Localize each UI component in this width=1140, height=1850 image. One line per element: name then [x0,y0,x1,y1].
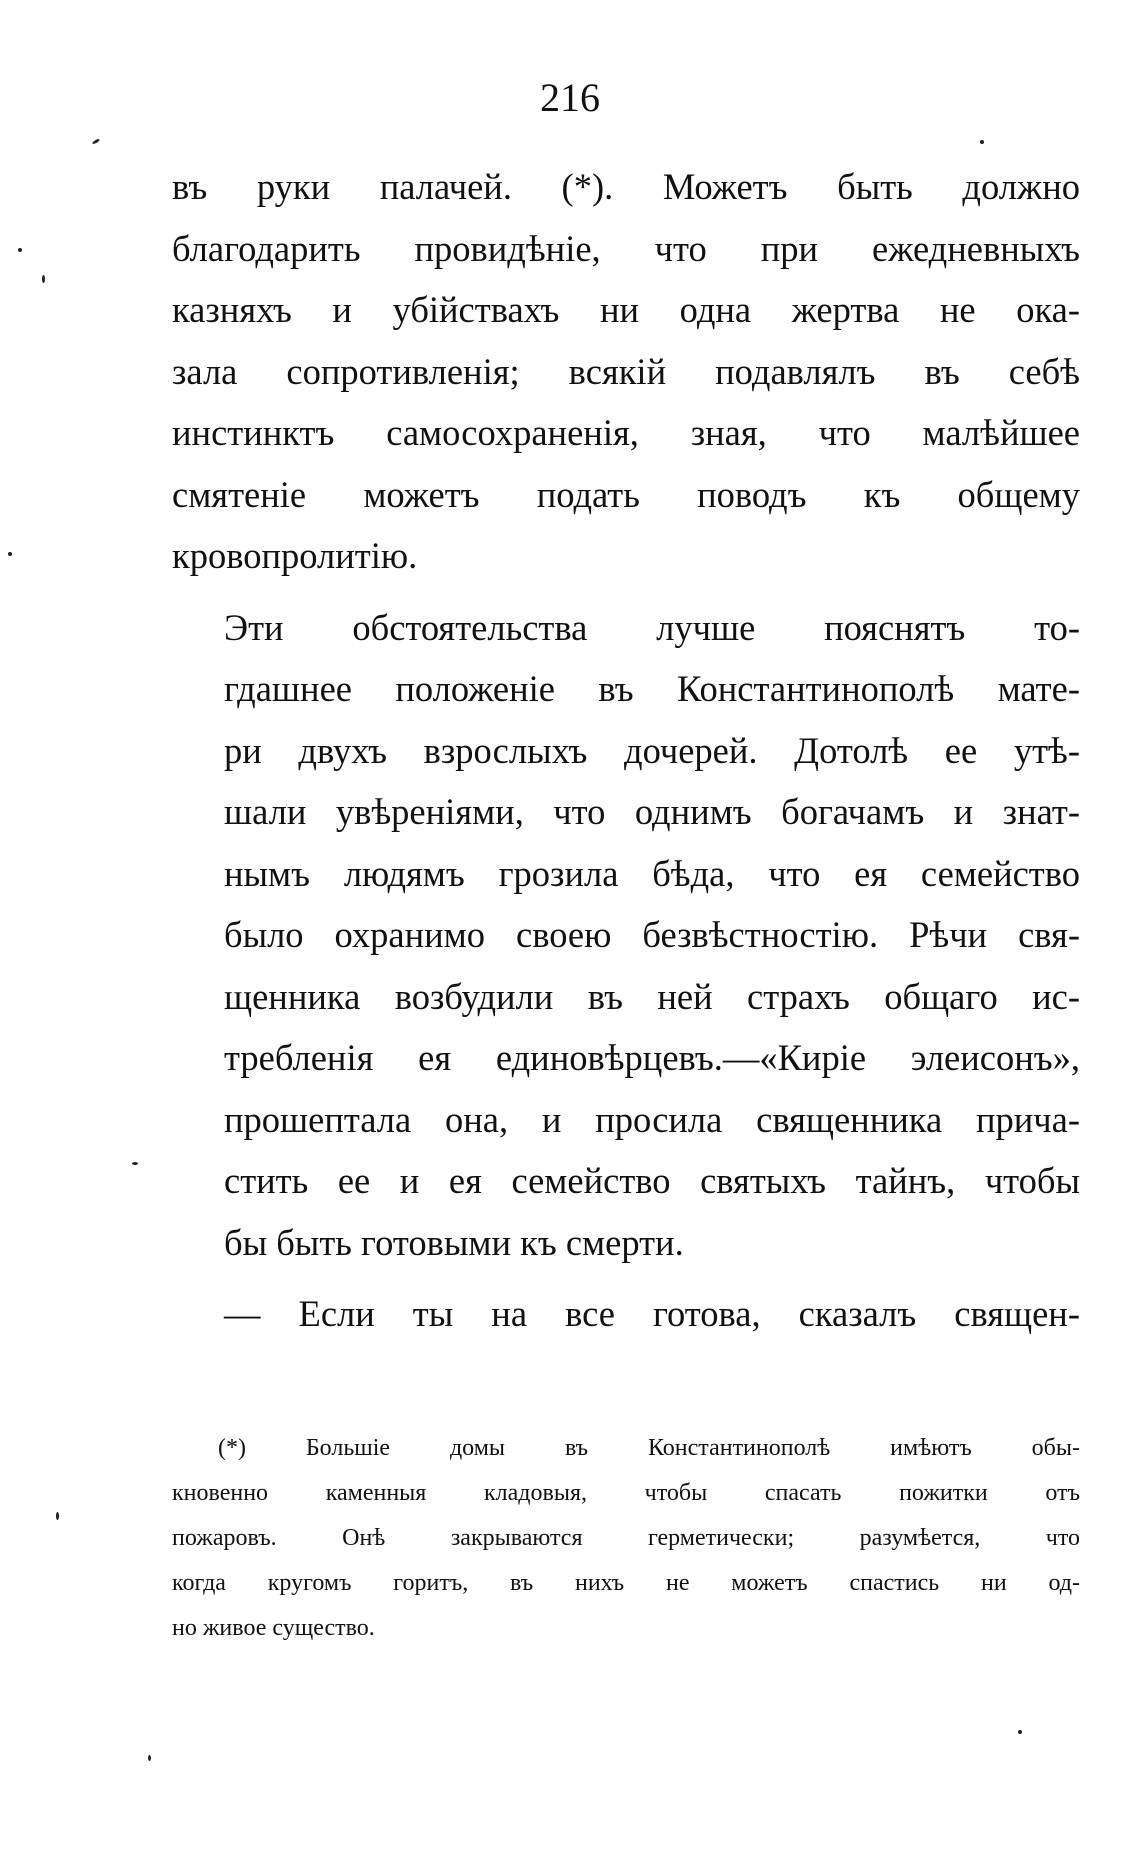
scan-speck [980,140,984,144]
text-line: — Если ты на все готова, сказалъ священ- [224,1293,1080,1334]
text-line: бы быть готовыми къ смерти. [224,1221,684,1263]
scan-speck [132,1162,138,1165]
scan-speck [42,275,45,283]
footnote-line: но живое существо. [172,1615,375,1641]
text-line: щенника возбудили въ ней страхъ общаго ис- [224,975,1080,1017]
scan-speck [92,138,100,145]
text-line: инстинктъ самосохраненія, зная, что малѣйшее [172,412,1080,453]
text-line: кровопролитію. [172,535,418,576]
text-line: Эти обстоятельства лучше пояснятъ то- [224,606,1080,648]
text-line: смятеніе можетъ подать поводъ къ общему [172,473,1080,515]
page-number: 216 [540,75,600,120]
text-line: нымъ людямъ грозила бѣда, что ея семейство [224,852,1080,894]
scan-speck [8,552,12,556]
text-line: въ руки палачей. (*). Можетъ быть должно [172,166,1080,207]
text-line: требленія ея единовѣрцевъ.—«Киріе элеисонъ», [224,1037,1080,1078]
paragraph-2 [172,597,1080,1274]
text-line: благодарить провидѣніе, что при ежедневныхъ [172,227,1080,269]
footnote-line: когда кругомъ горитъ, въ нихъ не можетъ спастись ни од- [172,1570,1080,1596]
paragraph-1 [172,156,1080,587]
scan-speck [56,1512,59,1520]
footnote-line: (*) Большіе домы въ Константинополѣ имѣютъ обы- [218,1435,1080,1461]
footnote-line: пожаровъ. Онѣ закрываются герметически; разумѣется, что [172,1525,1080,1551]
text-line: ри двухъ взрослыхъ дочерей. Дотолѣ ее утѣ- [224,729,1080,771]
scan-speck [1018,1730,1022,1734]
footnote-line: кновенно каменныя кладовыя, чтобы спасать пожитки отъ [172,1480,1080,1506]
text-line: было охранимо своею безвѣстностію. Рѣчи свя- [224,914,1080,955]
text-line: гдашнее положеніе въ Константинополѣ мате- [224,668,1080,709]
main-text [172,156,1080,1345]
footnote [172,1426,1080,1651]
scan-speck [18,248,22,252]
paragraph-3 [172,1283,1080,1345]
text-line: казняхъ и убійствахъ ни одна жертва не ока- [172,289,1080,330]
text-line: прошептала она, и просила священника прича- [224,1098,1080,1140]
text-line: шали увѣреніями, что однимъ богачамъ и знат- [224,791,1080,832]
text-line: зала сопротивленія; всякій подавлялъ въ себѣ [172,350,1080,392]
scan-speck [148,1755,151,1761]
text-line: стить ее и ея семейство святыхъ тайнъ, чтобы [224,1160,1080,1201]
